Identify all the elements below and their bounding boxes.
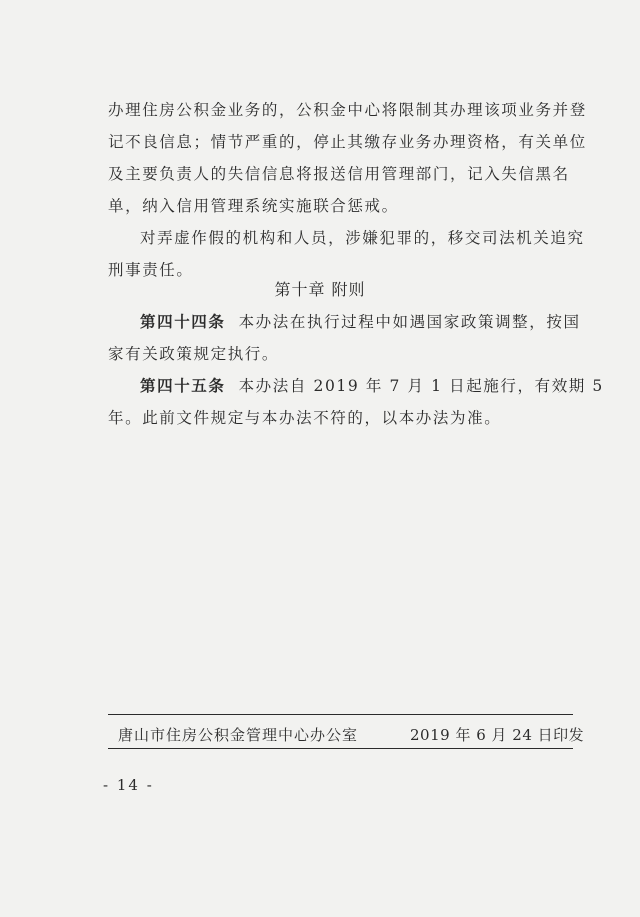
article-45-text-1: 本办法自 2019 年 7 月 1 日起施行，有效期 5 — [238, 377, 604, 395]
chapter-heading: 第十章 附则 — [274, 280, 366, 299]
footer-date: 2019 年 6 月 24 日印发 — [410, 726, 585, 744]
article-45-line-2: 年。此前文件规定与本办法不符的，以本办法为准。 — [108, 409, 502, 427]
page-number: - 14 - — [103, 776, 154, 794]
body-line-5: 对弄虚作假的机构和人员，涉嫌犯罪的，移交司法机关追究 — [140, 229, 585, 247]
article-44-line-2: 家有关政策规定执行。 — [108, 345, 280, 363]
body-line-1: 办理住房公积金业务的，公积金中心将限制其办理该项业务并登 — [108, 101, 587, 119]
footer-bottom-rule — [108, 748, 573, 749]
body-line-4: 单，纳入信用管理系统实施联合惩戒。 — [108, 197, 399, 215]
article-45-label: 第四十五条 — [140, 376, 226, 395]
body-line-6: 刑事责任。 — [108, 261, 194, 279]
footer-top-rule — [108, 714, 573, 715]
footer-issuer: 唐山市住房公积金管理中心办公室 — [118, 726, 359, 744]
article-44-text-1: 本办法在执行过程中如遇国家政策调整，按国 — [238, 313, 581, 331]
body-line-3: 及主要负责人的失信信息将报送信用管理部门，记入失信黑名 — [108, 165, 570, 183]
body-line-2: 记不良信息；情节严重的，停止其缴存业务办理资格，有关单位 — [108, 133, 587, 151]
article-45-line-1 — [140, 376, 604, 396]
article-44-line-1 — [140, 312, 581, 332]
article-44-label: 第四十四条 — [140, 312, 226, 331]
